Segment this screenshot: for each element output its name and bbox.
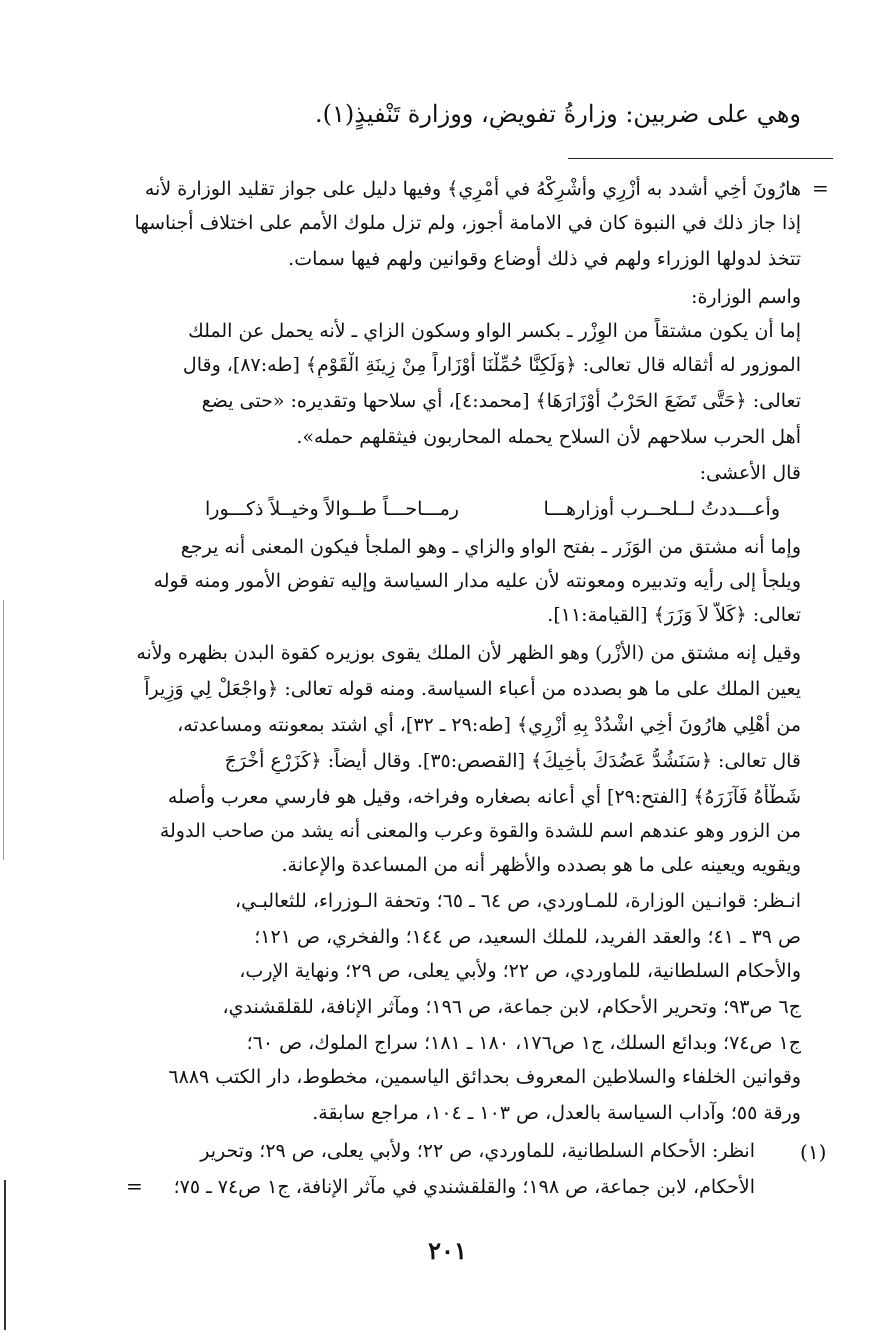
- note-line: أهل الحرب سلاحهم لأن السلاح يحمله المحاربون فيثقلهم حمله».: [296, 426, 801, 448]
- verse-second-hemistich: رمـــاحـــاً طــوالاً وخيــلاً ذكـــورا: [205, 498, 459, 520]
- note-line: والأحكام السلطانية، للماوردي، ص ٢٢؛ ولأبي يعلى، ص ٢٩؛ ونهاية الإرب،: [239, 960, 801, 982]
- footnote-line: انظر: الأحكام السلطانية، للماوردي، ص ٢٢؛ ولأبي يعلى، ص ٢٩؛ وتحرير: [200, 1140, 755, 1162]
- note-line: وقوانين الخلفاء والسلاطين المعروف بحدائق الياسمين، مخطوط، دار الكتب ٦٨٨٩: [168, 1066, 801, 1088]
- note-line: تعالى: ﴿كَلاَّ لاَ وَزَرَ﴾ [القيامة:١١].: [547, 604, 801, 626]
- note-line: يعين الملك على ما هو بصدده من أعباء السياسة. ومنه قوله تعالى: ﴿واجْعَلْ لِي وَزِيراً: [144, 678, 801, 700]
- note-line: إذا جاز ذلك في النبوة كان في الامامة أجوز، ولم تزل ملوك الأمم على اختلاف أجناسها: [134, 212, 801, 234]
- note-line: وإما أنه مشتق من الوَزَر ـ بفتح الواو والزاي ـ وهو الملجأ فيكون المعنى أنه يرجع: [180, 536, 801, 558]
- page-number: ٢٠١: [428, 1236, 467, 1265]
- note-line: قال الأعشى:: [699, 462, 801, 484]
- note-line: تتخذ لدولها الوزراء ولهم في ذلك أوضاع وقوانين ولهم فيها سمات.: [288, 248, 801, 270]
- note-line: انـظر: قوانـين الوزارة، للمـاوردي، ص ٦٤ ـ ٦٥؛ وتحفة الـوزراء، للثعالبـي،: [235, 890, 801, 912]
- note-line: قال تعالى: ﴿سَنَشُدُّ عَضُدَكَ بأَخِيكَ﴾ [القصص:٣٥]. وقال أيضاً: ﴿كَزَرْعٍ أَخْرَجَ: [224, 750, 801, 772]
- note-line: ج٦ ص٩٣؛ وتحرير الأحكام، لابن جماعة، ص ١٩٦؛ ومآثر الإنافة، للقلقشندي،: [222, 996, 801, 1018]
- note-line: ويقويه ويعينه على ما هو بصدده والأظهر أنه من المساعدة والإعانة.: [281, 854, 801, 876]
- note-line: ص ٣٩ ـ ٤١؛ والعقد الفريد، للملك السعيد، ص ١٤٤؛ والفخري، ص ١٢١؛: [254, 926, 801, 948]
- note-line: ورقة ٥٥؛ وآداب السياسة بالعدل، ص ١٠٣ ـ ١٠٤، مراجع سابقة.: [312, 1102, 801, 1124]
- note-line: إما أن يكون مشتقاً من الوِزْر ـ بكسر الواو وسكون الزاي ـ لأنه يحمل عن الملك: [188, 320, 801, 342]
- footnote-line: الأحكام، لابن جماعة، ص ١٩٨؛ والقلقشندي في مآثر الإنافة، ج١ ص٧٤ ـ ٧٥؛: [173, 1176, 755, 1198]
- note-line: ج١ ص٧٤؛ وبدائع السلك، ج١ ص١٧٦، ١٨٠ ـ ١٨١؛ سراج الملوك، ص ٦٠؛: [246, 1032, 801, 1054]
- note-line: شَطْأَهُ فَآزَرَهُ﴾ [الفتح:٢٩] أي أعانه بصغاره وفراخه، وقيل هو فارسي معرب وأصله: [167, 786, 801, 808]
- note-line: وقيل إنه مشتق من (الأَزْر) وهو الظهر لأن الملك يقوى بوزيره كقوة البدن بظهره ولأنه: [136, 642, 801, 664]
- note-line: ويلجأ إلى رأيه وتدبيره ومعونته لأن عليه مدار السياسة وإليه تفوض الأمور ومنه قوله: [153, 570, 801, 592]
- footnote-separator: [568, 158, 833, 159]
- note-line: واسم الوزارة:: [691, 286, 801, 308]
- note-line: تعالى: ﴿حَتَّى تَضَعَ الحَرْبُ أَوْزَارَهَا﴾ [محمد:٤]، أي سلاحها وتقديره: «حتى يضع: [201, 390, 801, 412]
- scan-edge-line: [4, 1180, 6, 1330]
- verse-first-hemistich: وأعـــددتُ لــلحــرب أوزارهـــا: [543, 498, 780, 520]
- note-line: الموزور له أثقاله قال تعالى: ﴿وَلَكِنَّا حُمِّلْنَا أَوْزَاراً مِنْ زِينَةِ الْقَوْمِ﴾ [طه:٨٧]، وقال: [182, 354, 801, 376]
- note-line: هارُونَ أخِي أشدد به أَزْرِي وأَشْرِكْهُ في أَمْرِي﴾ وفيها دليل على جواز تقليد الوزارة لأنه: [144, 178, 801, 200]
- continuation-mark-top: =: [812, 176, 829, 200]
- continuation-mark-bottom: =: [126, 1174, 143, 1198]
- scan-edge-line: [3, 600, 4, 860]
- note-line: من أَهْلِي هارُونَ أَخِي اشْدُدْ بِهِ أَزْرِي﴾ [طه:٢٩ ـ ٣٢]، أي اشتد بمعونته ومساعدته،: [177, 714, 801, 736]
- footnote-marker: (١): [800, 1140, 827, 1164]
- note-line: من الزور وهو عندهم اسم للشدة والقوة وعرب والمعنى أنه يشد من صاحب الدولة: [159, 820, 801, 842]
- main-text-heading: وهي على ضربين: وزارةُ تفويضٍ، ووزارة تَنْفيذٍ(١).: [314, 100, 801, 128]
